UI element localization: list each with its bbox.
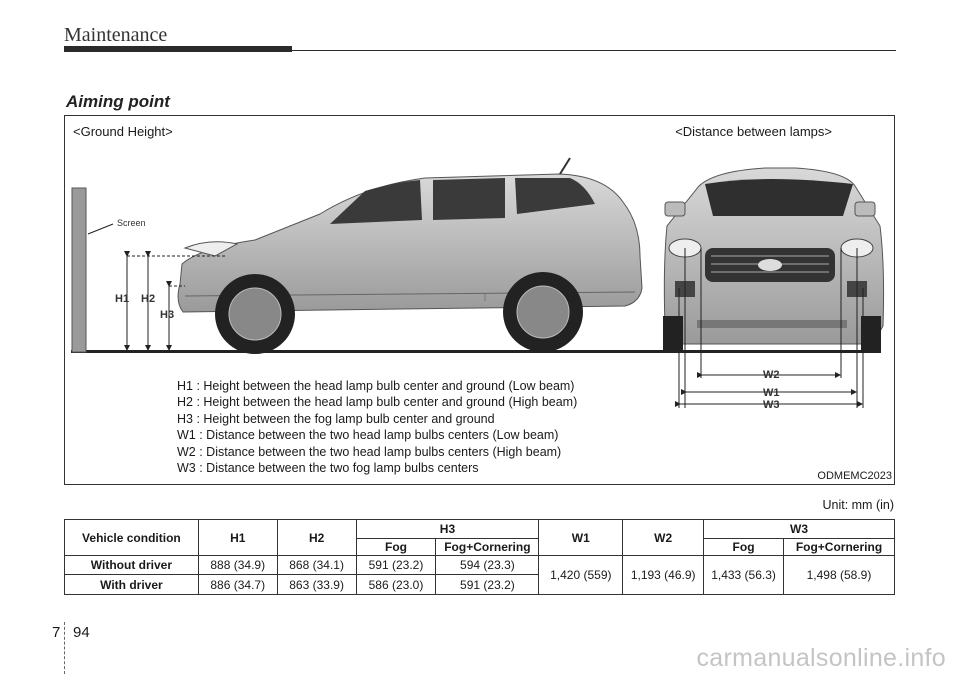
header-bar (64, 46, 292, 52)
cell-condition: With driver (65, 575, 199, 595)
ground-height-label: <Ground Height> (73, 124, 173, 139)
w1-dim-label: W1 (763, 387, 780, 399)
cell-w3-fog: 1,433 (56.3) (704, 556, 784, 595)
header-title: Maintenance (64, 24, 168, 46)
legend-item-w1: W1 : Distance between the two head lamp bulbs centers (Low beam) (177, 428, 559, 443)
chapter-number: 7 (52, 624, 61, 641)
table-row (65, 556, 895, 575)
table-header-row (65, 520, 895, 539)
screen-panel (72, 188, 86, 352)
side-view-car (178, 158, 642, 354)
screen-label: Screen (117, 218, 146, 228)
cell-h3-fog: 591 (23.2) (356, 556, 436, 575)
legend-item-w3: W3 : Distance between the two fog lamp bulbs centers (177, 461, 479, 476)
cell-h2: 863 (33.9) (277, 575, 356, 595)
h1-dim-label: H1 (115, 293, 130, 305)
distance-label: <Distance between lamps> (675, 124, 832, 139)
screen-pointer (88, 224, 113, 234)
footer-divider (64, 622, 65, 674)
legend-item-h1: H1 : Height between the head lamp bulb center and ground (Low beam) (177, 379, 575, 393)
figure-legend (177, 378, 577, 476)
header-w3-fog-cornering: Fog+Cornering (783, 539, 894, 556)
w3-dim-label: W3 (763, 399, 780, 411)
cell-h1: 888 (34.9) (198, 556, 277, 575)
cell-h2: 868 (34.1) (277, 556, 356, 575)
section-title: Aiming point (66, 92, 170, 111)
aiming-point-table (64, 519, 895, 595)
cell-w3-fog-cornering: 1,498 (58.9) (783, 556, 894, 595)
header-w3-fog: Fog (704, 539, 784, 556)
header-w2: W2 (623, 520, 704, 556)
front-view-car (663, 168, 884, 350)
cell-h3-fog-cornering: 591 (23.2) (436, 575, 539, 595)
cell-condition: Without driver (65, 556, 199, 575)
header-w1: W1 (539, 520, 623, 556)
cell-h3-fog: 586 (23.0) (356, 575, 436, 595)
cell-h1: 886 (34.7) (198, 575, 277, 595)
header-h3-fog: Fog (356, 539, 436, 556)
header-vehicle-condition: Vehicle condition (65, 520, 199, 556)
legend-item-h3: H3 : Height between the fog lamp bulb center and ground (177, 411, 495, 426)
ground-line (71, 350, 881, 353)
page-number: 94 (73, 624, 90, 641)
header-h1: H1 (198, 520, 277, 556)
figure-code: ODMEMC2023 (817, 470, 892, 482)
header-rule (292, 50, 896, 51)
header-h2: H2 (277, 520, 356, 556)
cell-w2: 1,193 (46.9) (623, 556, 704, 595)
h2-dim-label: H2 (141, 293, 156, 305)
unit-note: Unit: mm (in) (822, 498, 894, 512)
watermark-link[interactable]: carmanualsonline.info (696, 644, 946, 672)
cell-h3-fog-cornering: 594 (23.3) (436, 556, 539, 575)
w2-dim-label: W2 (763, 369, 780, 381)
header-h3-fog-cornering: Fog+Cornering (436, 539, 539, 556)
legend-item-w2: W2 : Distance between the two head lamp bulbs centers (High beam) (177, 444, 562, 459)
header-h3: H3 (356, 520, 539, 539)
h3-dim-label: H3 (160, 309, 175, 321)
legend-item-h2: H2 : Height between the head lamp bulb center and ground (High beam) (177, 395, 578, 410)
header-w3: W3 (704, 520, 895, 539)
cell-w1: 1,420 (559) (539, 556, 623, 595)
aiming-point-figure (64, 115, 895, 485)
